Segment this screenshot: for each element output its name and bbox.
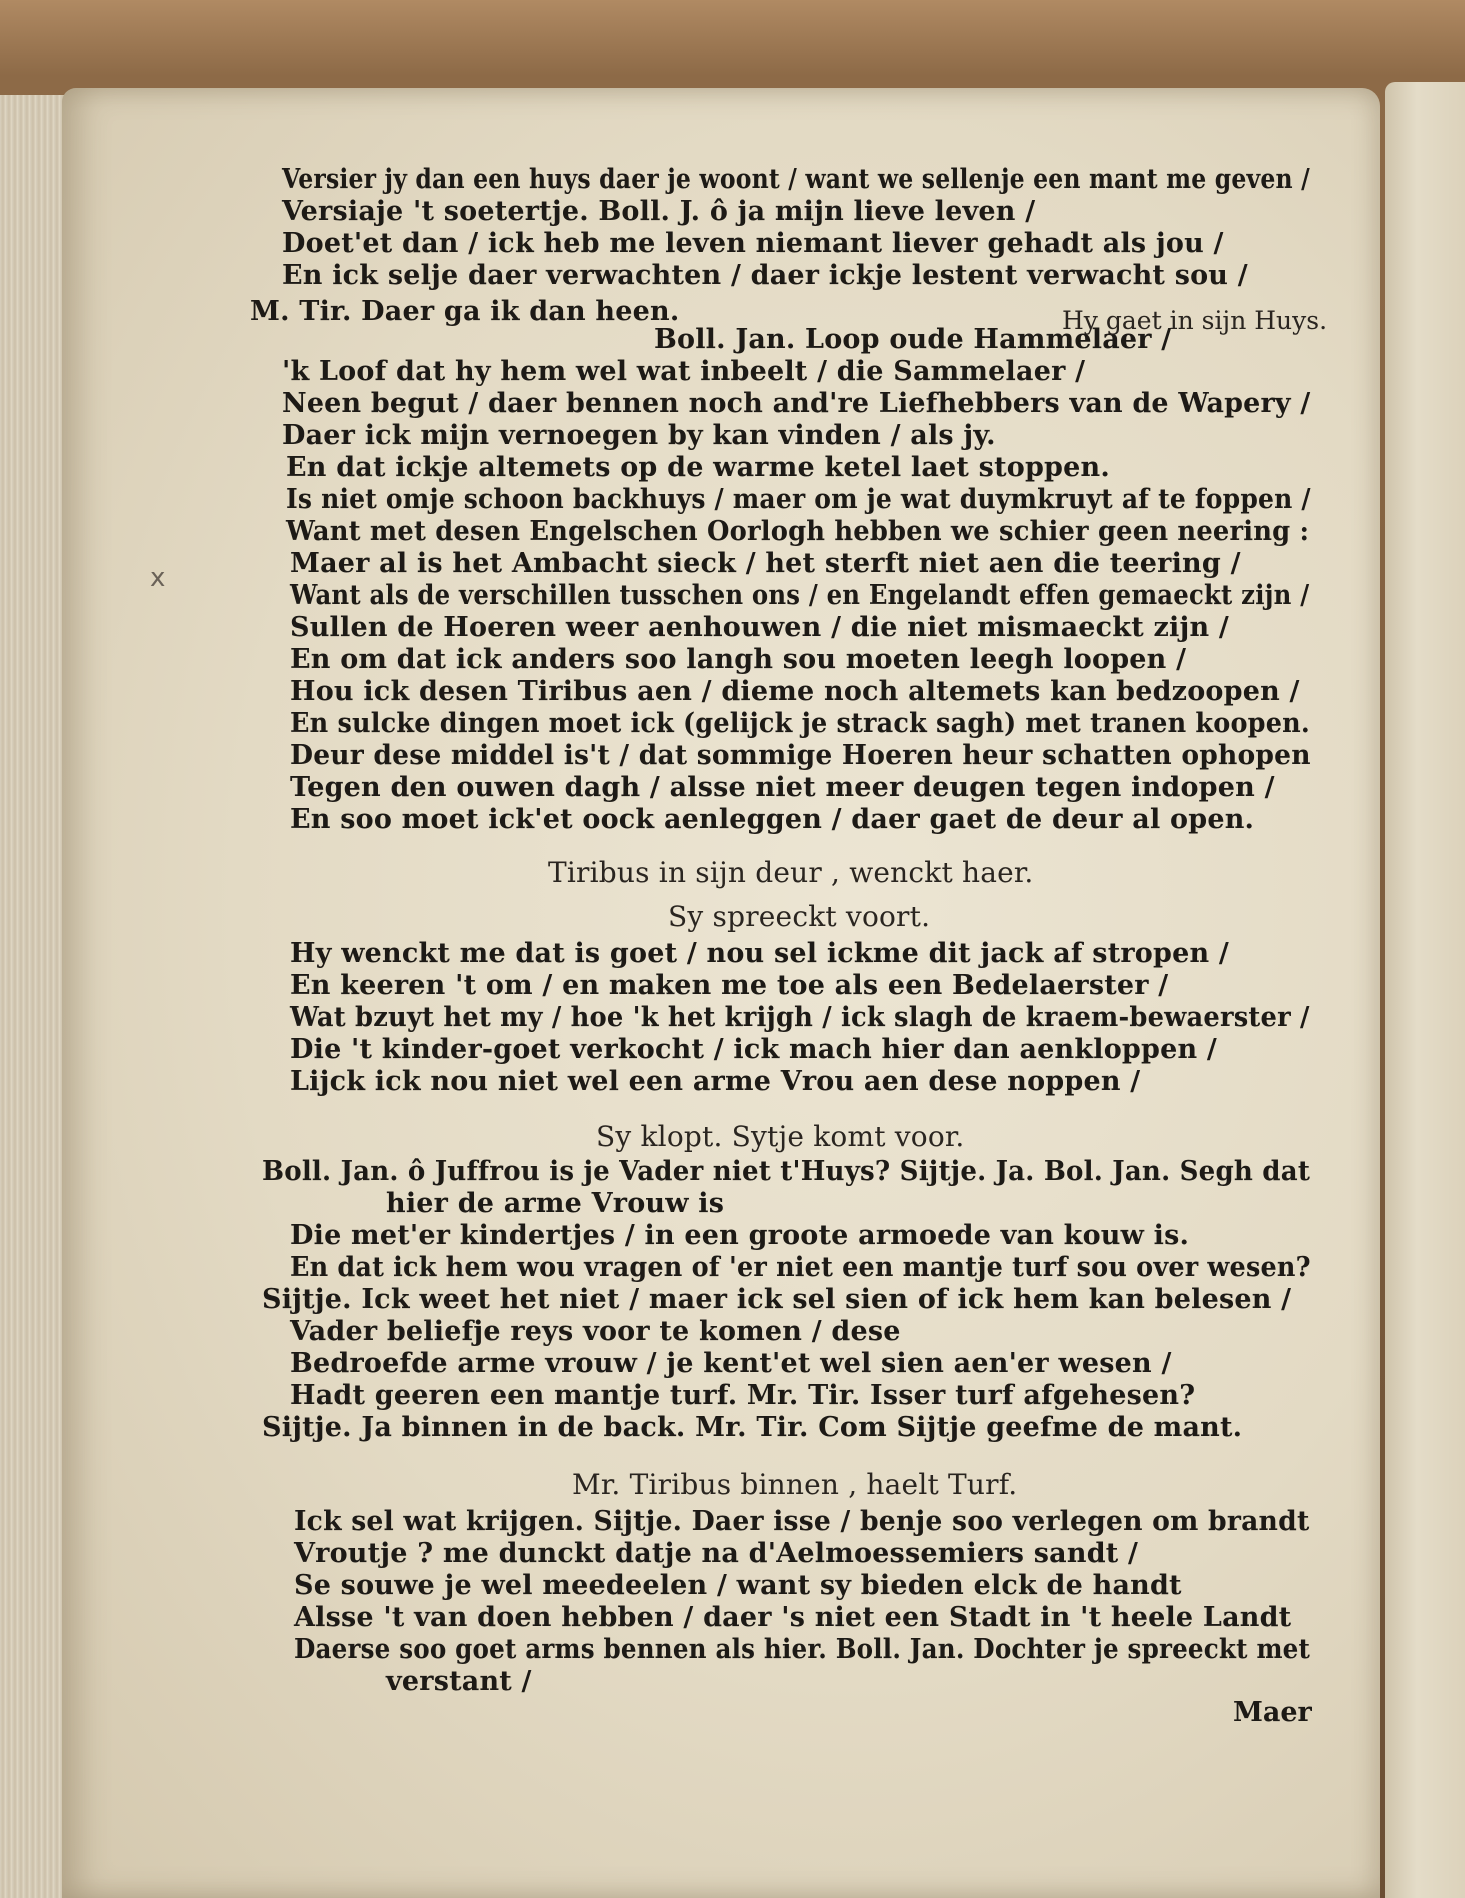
verse-line: Boll. Jan. ô Juffrou is je Vader niet t'Huys? Sijtje. Ja. Bol. Jan. Segh dat: [262, 1156, 1311, 1187]
verse-line: Sullen de Hoeren weer aenhouwen / die niet mismaeckt zijn /: [290, 612, 1229, 643]
verse-line: En sulcke dingen moet ick (gelijck je strack sagh) met tranen koopen.: [290, 708, 1310, 739]
verse-line: Is niet omje schoon backhuys / maer om je wat duymkruyt af te foppen /: [286, 484, 1311, 515]
verse-line: Boll. Jan. Loop oude Hammelaer /: [654, 324, 1172, 355]
verse-line: Doet'et dan / ick heb me leven niemant liever gehadt als jou /: [282, 228, 1224, 259]
verse-line: Tegen den ouwen dagh / alsse niet meer deugen tegen indopen /: [290, 772, 1275, 803]
verse-line: verstant /: [386, 1666, 532, 1697]
verse-line: En dat ickje altemets op de warme ketel laet stoppen.: [286, 452, 1110, 483]
stage-direction-side-note: Hy gaet in sijn Huys.: [1062, 306, 1328, 335]
verse-line: Want als de verschillen tusschen ons / en Engelandt effen gemaeckt zijn /: [290, 580, 1310, 611]
verse-line: Maer al is het Ambacht sieck / het sterft niet aen die teering /: [290, 548, 1241, 579]
verse-line: Sijtje. Ja binnen in de back. Mr. Tir. Com Sijtje geefme de mant.: [262, 1412, 1243, 1443]
verse-line: Hadt geeren een mantje turf. Mr. Tir. Isser turf afgehesen?: [290, 1380, 1196, 1411]
verse-line: Hou ick desen Tiribus aen / dieme noch altemets kan bedzoopen /: [290, 676, 1300, 707]
catchword: Maer: [1233, 1697, 1312, 1728]
stage-direction: Mr. Tiribus binnen , haelt Turf.: [572, 1468, 1018, 1501]
verse-line: En keeren 't om / en maken me toe als een Bedelaerster /: [290, 970, 1169, 1001]
verse-line: Wat bzuyt het my / hoe 'k het krijgh / ick slagh de kraem-bewaerster /: [290, 1002, 1310, 1033]
verse-line: Se souwe je wel meedeelen / want sy bieden elck de handt: [294, 1570, 1182, 1601]
verse-line: Alsse 't van doen hebben / daer 's niet een Stadt in 't heele Landt: [294, 1602, 1292, 1633]
verse-line: En om dat ick anders soo langh sou moeten leegh loopen /: [290, 644, 1187, 675]
verse-line: Vader beliefje reys voor te komen / dese: [290, 1316, 901, 1347]
verse-line: M. Tir. Daer ga ik dan heen.: [250, 296, 680, 327]
margin-mark: x: [150, 563, 166, 593]
verse-line: Versier jy dan een huys daer je woont / want we sellenje een mant me geven /: [282, 164, 1310, 195]
verse-line: Daerse soo goet arms bennen als hier. Boll. Jan. Dochter je spreeckt met: [294, 1634, 1311, 1665]
verse-line: Deur dese middel is't / dat sommige Hoeren heur schatten ophopen: [290, 740, 1311, 771]
verse-line: 'k Loof dat hy hem wel wat inbeelt / die Sammelaer /: [282, 356, 1086, 387]
verse-line: Daer ick mijn vernoegen by kan vinden / als jy.: [282, 420, 996, 451]
verse-line: En dat ick hem wou vragen of 'er niet een mantje turf sou over wesen?: [290, 1252, 1311, 1283]
verse-line: Vroutje ? me dunckt datje na d'Aelmoessemiers sandt /: [294, 1538, 1139, 1569]
verse-line: Ick sel wat krijgen. Sijtje. Daer isse / benje soo verlegen om brandt: [294, 1506, 1310, 1537]
verse-line: Die 't kinder-goet verkocht / ick mach hier dan aenkloppen /: [290, 1034, 1217, 1065]
verse-line: Neen begut / daer bennen noch and're Liefhebbers van de Wapery /: [282, 388, 1311, 419]
stage-direction: Sy spreeckt voort.: [668, 900, 931, 933]
verse-line: Want met desen Engelschen Oorlogh hebben we schier geen neering :: [286, 516, 1310, 547]
verse-line: Lijck ick nou niet wel een arme Vrou aen dese noppen /: [290, 1066, 1141, 1097]
verse-line: Versiaje 't soetertje. Boll. J. ô ja mijn lieve leven /: [282, 196, 1036, 227]
stage-direction: Sy klopt. Sytje komt voor.: [596, 1120, 965, 1153]
verse-line: En ick selje daer verwachten / daer ickje lestent verwacht sou /: [282, 260, 1248, 291]
stage-direction: Tiribus in sijn deur , wenckt haer.: [548, 856, 1034, 889]
verse-line: Bedroefde arme vrouw / je kent'et wel sien aen'er wesen /: [290, 1348, 1172, 1379]
verse-line: Sijtje. Ick weet het niet / maer ick sel sien of ick hem kan belesen /: [262, 1284, 1292, 1315]
verse-line: Die met'er kindertjes / in een groote armoede van kouw is.: [290, 1220, 1190, 1251]
verse-line: Hy wenckt me dat is goet / nou sel ickme dit jack af stropen /: [290, 938, 1229, 969]
verse-line: hier de arme Vrouw is: [386, 1188, 725, 1219]
verse-line: En soo moet ick'et oock aenleggen / daer gaet de deur al open.: [290, 804, 1255, 835]
